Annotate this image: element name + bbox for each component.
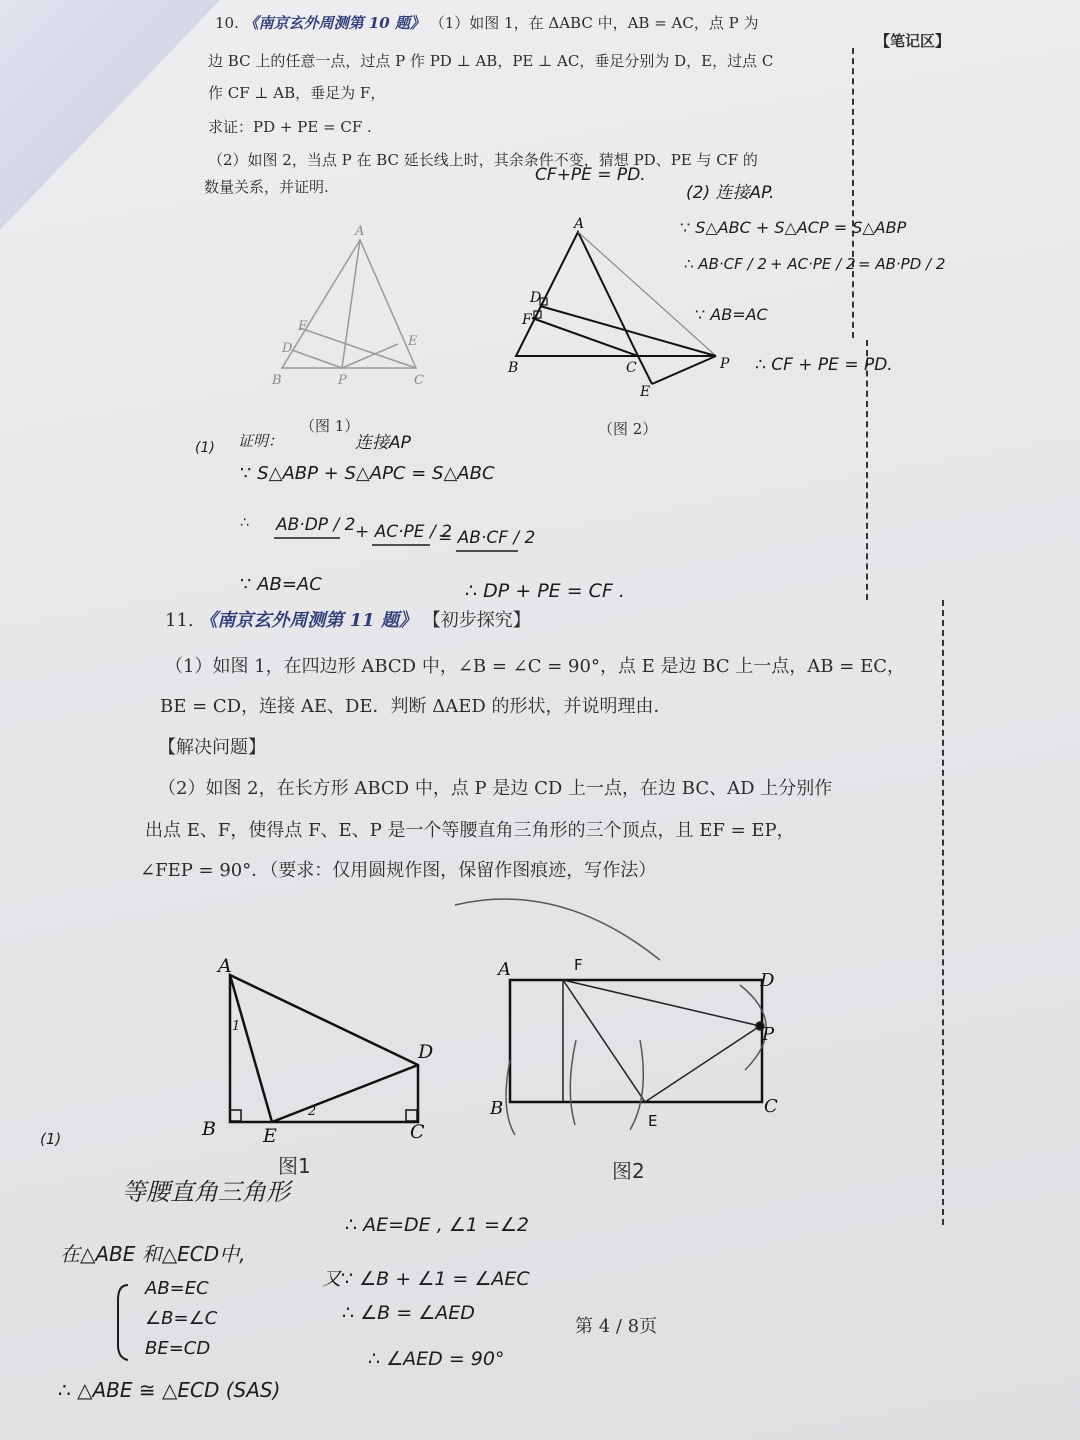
fig1-label-c: C [414,373,424,388]
q10-part1-num: (1) [195,440,215,456]
q11-fig2-caption: 图2 [612,1159,645,1183]
fig2-label-p: P [720,356,730,372]
fig2-label-f: F [522,312,532,328]
fig2-label-b: B [508,360,519,376]
q10-line4: 求证：PD + PE = CF . [208,118,372,136]
q10-fig1-caption: （图 1） [300,417,360,435]
q11-fig1-label-angle2: 2 [308,1104,317,1119]
q11-fig2-label-e: E [648,1112,658,1130]
q11-fig2-label-b: B [490,1098,504,1119]
q10-part2-l3: ∵ AB=AC [695,305,768,324]
fig1-label-b: B [272,373,282,388]
q11-title: 《南京玄外周测第 11 题》 [199,610,417,631]
q11-fig1-right-angle-c [406,1110,417,1121]
q11-p2c: ∠FEP = 90°．（要求：仅用圆规作图，保留作图痕迹，写作法） [140,860,657,881]
fig2-ac-extension [638,356,652,384]
q11-cond-1: AB=EC [145,1278,209,1299]
q10-guess: CF+PE = PD. [535,165,646,185]
q10-line5: （2）如图 2，当点 P 在 BC 延长线上时，其余条件不变，猜想 PD、PE 与 CF 的 [208,151,758,169]
q11-figure-1 [230,975,418,1122]
fig1-label-d: D [282,341,293,356]
q11-fig1-caption: 图1 [278,1154,311,1178]
fig1-label-f: F [298,319,308,334]
fig1-segment-pd [292,350,342,368]
q11-header: 11. 《南京玄外周测第 11 题》 【初步探究】 [165,610,531,631]
q11-p1a: （1）如图 1，在四边形 ABCD 中，∠B = ∠C = 90°，点 E 是边 BC 上一点，AB = EC， [165,656,905,677]
q10-line6: 数量关系，并证明. [204,178,329,196]
q11-fig1-segment-ae [230,975,272,1122]
q11-fig2-rectangle [510,980,762,1102]
q11-hand-r3: ∴ ∠B = ∠AED [342,1302,475,1324]
q11-fig2-arc-mid [570,1040,576,1125]
q11-figure-2 [510,980,762,1102]
q11-fig1-label-angle1: 1 [232,1019,241,1034]
q10-part2-l2a: ∴ AB·CF / 2 [684,255,767,273]
q11-fig1-label-e: E [263,1125,277,1147]
q11-fig2-segment-ep [645,1026,760,1102]
q11-fig2-label-f: F [574,956,583,974]
q10-figure-2 [516,232,716,384]
q11-fig2-arc-e [630,1040,643,1130]
fig2-label-d: D [530,290,542,306]
fig1-label-e: E [408,334,418,349]
fig2-label-a: A [574,216,585,232]
fig1-segment-ap [342,240,360,368]
q11-hand-r1: ∴ AE=DE , ∠1 =∠2 [345,1214,530,1236]
q10-line2: 边 BC 上的任意一点，过点 P 作 PD ⊥ AB，PE ⊥ AC，垂足分别为 D，E，过点 C [208,52,774,70]
q10-part1-therefore: ∴ [240,515,249,531]
q11-fig2-label-p: P [762,1024,775,1045]
notes-label: 【笔记区】 [875,32,951,50]
q11-p2b: 出点 E、F，使得点 F、E、P 是一个等腰直角三角形的三个顶点，且 EF = EP， [145,820,795,841]
q11-p1b: BE = CD，连接 AE、DE．判断 ΔAED 的形状，并说明理由． [160,696,672,717]
fig1-segment-cf [300,328,416,368]
fig1-triangle-abc [282,240,416,368]
fraction-bars [274,538,518,551]
q11-fig2-segment-fp [563,980,760,1026]
q11-tag2: 【解决问题】 [158,737,266,758]
q10-part1-l2c: = AB·CF / 2 [438,528,536,548]
q11-p2a: （2）如图 2，在长方形 ABCD 中，点 P 是边 CD 上一点，在边 BC、AD 上分别作 [158,778,833,799]
q10-line3: 作 CF ⊥ AB，垂足为 F， [208,84,386,102]
q11-hand-l2: ∴ △ABE ≅ △ECD (SAS) [58,1378,281,1402]
page-footer: 第 4 / 8页 [575,1316,658,1337]
q10-part1-l3: ∵ AB=AC [240,574,322,595]
q11-fig1-quad [230,975,418,1122]
fig1-segment-pe [342,344,398,368]
q11-fig2-arc-top [455,899,660,960]
fig2-segment-pe [652,356,716,384]
q10-part2-head: (2) 连接AP. [686,183,775,203]
q10-part1-conn: 连接AP [355,433,411,453]
q11-brace [118,1285,128,1360]
q11-fig2-label-c: C [764,1096,778,1117]
q11-fig2-label-d: D [760,970,775,991]
q11-hand-num: (1) [40,1130,62,1148]
q10-part1-l2a: AB·DP / 2 [276,515,356,535]
q11-fig1-label-b: B [202,1118,216,1140]
q10-title: 《南京玄外周测第 10 题》 [243,14,425,32]
q11-hand-l1: 在△ABE 和△ECD中, [60,1242,246,1266]
q11-answer: 等腰直角三角形 [122,1178,290,1206]
q11-fig1-segment-de [272,1065,418,1122]
q10-figure-1 [282,240,416,368]
q10-part1-l4: ∴ DP + PE = CF . [465,580,625,602]
fig2-label-c: C [626,360,637,376]
q11-fig1-label-d: D [418,1041,434,1063]
q10-part1-l1: ∵ S△ABP + S△APC = S△ABC [240,463,495,484]
q10-part1-head: 证明： [238,432,284,450]
q11-hand-r2: 又∵ ∠B + ∠1 = ∠AEC [322,1268,530,1290]
q10-part2-l4: ∴ CF + PE = PD. [755,355,893,375]
q11-fig2-label-a: A [498,959,511,980]
q11-cond-3: BE=CD [145,1338,211,1359]
fig2-label-e: E [640,384,651,400]
q10-part1-l2b: + AC·PE / 2 [355,522,452,542]
q11-fig1-label-c: C [410,1121,425,1143]
fig1-label-a: A [355,224,365,239]
q10-fig2-caption: （图 2） [598,420,658,438]
q10-line1: 10. 《南京玄外周测第 10 题》 （1）如图 1，在 ΔABC 中，AB = AC，点 P 为 [215,14,759,32]
fig1-label-p: P [338,373,347,388]
q11-fig1-right-angle-b [230,1110,241,1121]
q11-fig1-label-a: A [218,955,232,977]
q11-hand-r4: ∴ ∠AED = 90° [368,1348,505,1370]
q10-part2-l2b: + AC·PE / 2 [770,255,856,273]
q10-part2-l2c: = AB·PD / 2 [858,255,946,273]
q11-cond-2: ∠B=∠C [145,1308,218,1329]
q10-part2-l1: ∵ S△ABC + S△ACP = S△ABP [680,218,907,237]
